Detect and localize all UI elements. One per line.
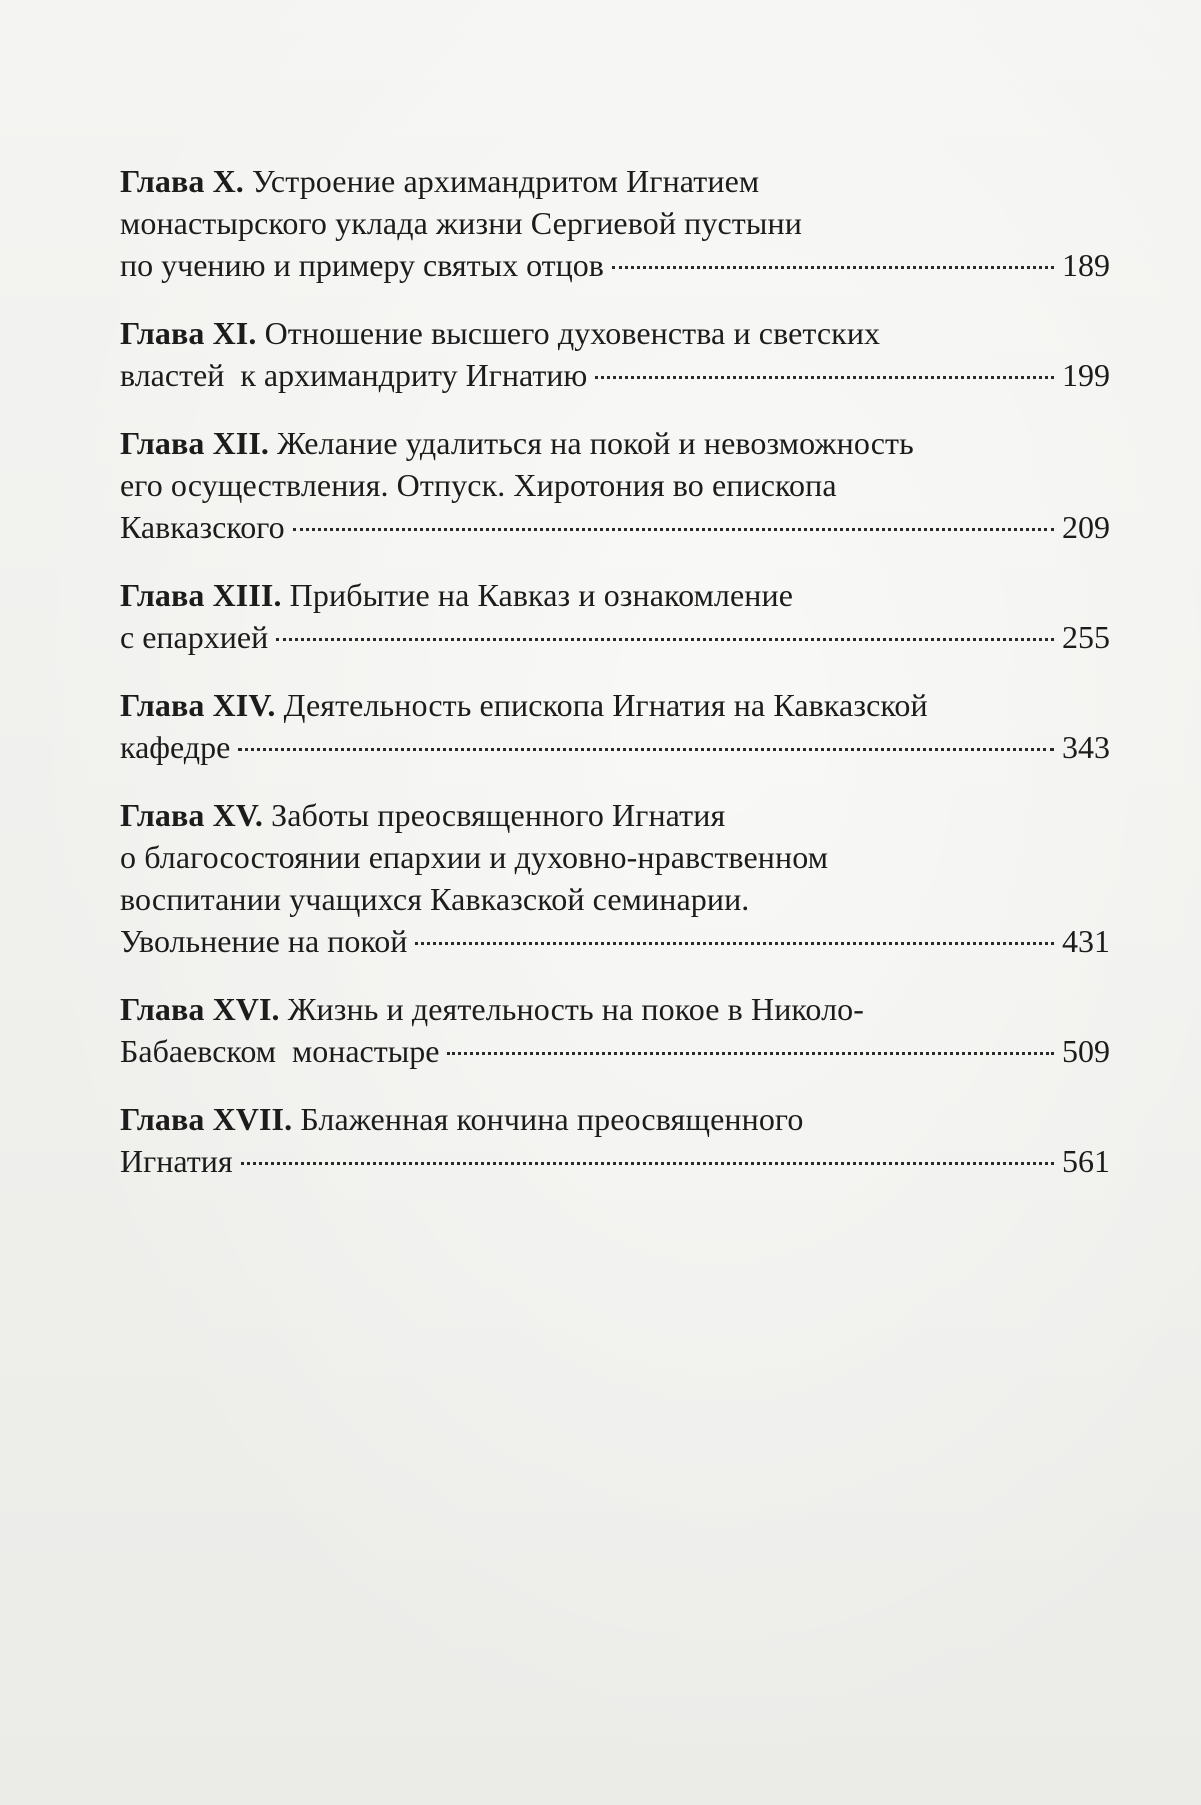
dot-leader [595, 376, 1054, 379]
toc-entry-chapter-14 [120, 684, 1110, 768]
toc-entry-chapter-17 [120, 1098, 1110, 1182]
chapter-label: Глава X. [120, 163, 244, 199]
chapter-title-start: Деятельность епископа Игнатия на Кавказской [283, 687, 928, 723]
chapter-title-start: Устроение архимандритом Игнатием [252, 163, 760, 199]
chapter-title-end: кафедре [120, 729, 231, 765]
chapter-label: Глава XIV. [120, 687, 276, 723]
entry-last-line [120, 506, 1110, 548]
chapter-label: Глава XV. [120, 797, 263, 833]
toc-entry-chapter-16 [120, 988, 1110, 1072]
toc-entry-chapter-10 [120, 160, 1110, 286]
chapter-label: Глава XIII. [120, 577, 282, 613]
page-number: 209 [1062, 509, 1110, 545]
entry-first-line [120, 988, 1110, 1030]
chapter-title-end: с епархией [120, 619, 269, 655]
chapter-title-continuation: воспитании учащихся Кавказской семинарии. [120, 881, 750, 917]
chapter-title-continuation: его осуществления. Отпуск. Хиротония во епископа [120, 467, 837, 503]
toc-entry-chapter-12 [120, 422, 1110, 548]
chapter-title-end: Кавказского [120, 509, 285, 545]
page-number: 255 [1062, 619, 1110, 655]
chapter-label: Глава XVII. [120, 1101, 293, 1137]
entry-first-line [120, 312, 1110, 354]
entry-last-line [120, 1140, 1110, 1182]
dot-leader [293, 528, 1054, 531]
chapter-title-end: по учению и примеру святых отцов [120, 247, 604, 283]
page-number: 189 [1062, 247, 1110, 283]
chapter-title-start: Отношение высшего духовенства и светских [264, 315, 881, 351]
page-number: 509 [1062, 1033, 1110, 1069]
toc-entry-chapter-11 [120, 312, 1110, 396]
toc-entry-chapter-15 [120, 794, 1110, 962]
chapter-title-end: Бабаевском монастыре [120, 1033, 440, 1069]
entry-last-line [120, 244, 1110, 286]
entry-first-line [120, 684, 1110, 726]
page-number: 343 [1062, 729, 1110, 765]
entry-last-line [120, 920, 1110, 962]
entry-first-line [120, 794, 1110, 836]
chapter-title-start: Заботы преосвященного Игнатия [271, 797, 726, 833]
table-of-contents [120, 160, 1110, 1208]
chapter-title-start: Жизнь и деятельность на покое в Николо- [287, 991, 865, 1027]
toc-entry-chapter-13 [120, 574, 1110, 658]
chapter-title-end: Увольнение на покой [120, 923, 408, 959]
entry-last-line [120, 616, 1110, 658]
dot-leader [238, 748, 1054, 751]
chapter-title-continuation: о благосостоянии епархии и духовно-нравственном [120, 839, 829, 875]
dot-leader [415, 942, 1054, 945]
chapter-title-continuation: монастырского уклада жизни Сергиевой пустыни [120, 205, 802, 241]
chapter-title-end: властей к архимандриту Игнатию [120, 357, 588, 393]
entry-first-line [120, 160, 1110, 202]
chapter-title-start: Прибытие на Кавказ и ознакомление [289, 577, 794, 613]
chapter-title-start: Блаженная кончина преосвященного [300, 1101, 804, 1137]
page-number: 199 [1062, 357, 1110, 393]
entry-first-line [120, 1098, 1110, 1140]
entry-last-line [120, 726, 1110, 768]
dot-leader [447, 1052, 1054, 1055]
dot-leader [276, 638, 1054, 641]
entry-last-line [120, 1030, 1110, 1072]
entry-first-line [120, 574, 1110, 616]
page-number: 561 [1062, 1143, 1110, 1179]
chapter-label: Глава XI. [120, 315, 257, 351]
entry-first-line [120, 422, 1110, 464]
chapter-title-end: Игнатия [120, 1143, 233, 1179]
dot-leader [241, 1162, 1054, 1165]
chapter-label: Глава XII. [120, 425, 269, 461]
entry-last-line [120, 354, 1110, 396]
dot-leader [612, 266, 1054, 269]
page-number: 431 [1062, 923, 1110, 959]
chapter-title-start: Желание удалиться на покой и невозможность [277, 425, 914, 461]
chapter-label: Глава XVI. [120, 991, 280, 1027]
